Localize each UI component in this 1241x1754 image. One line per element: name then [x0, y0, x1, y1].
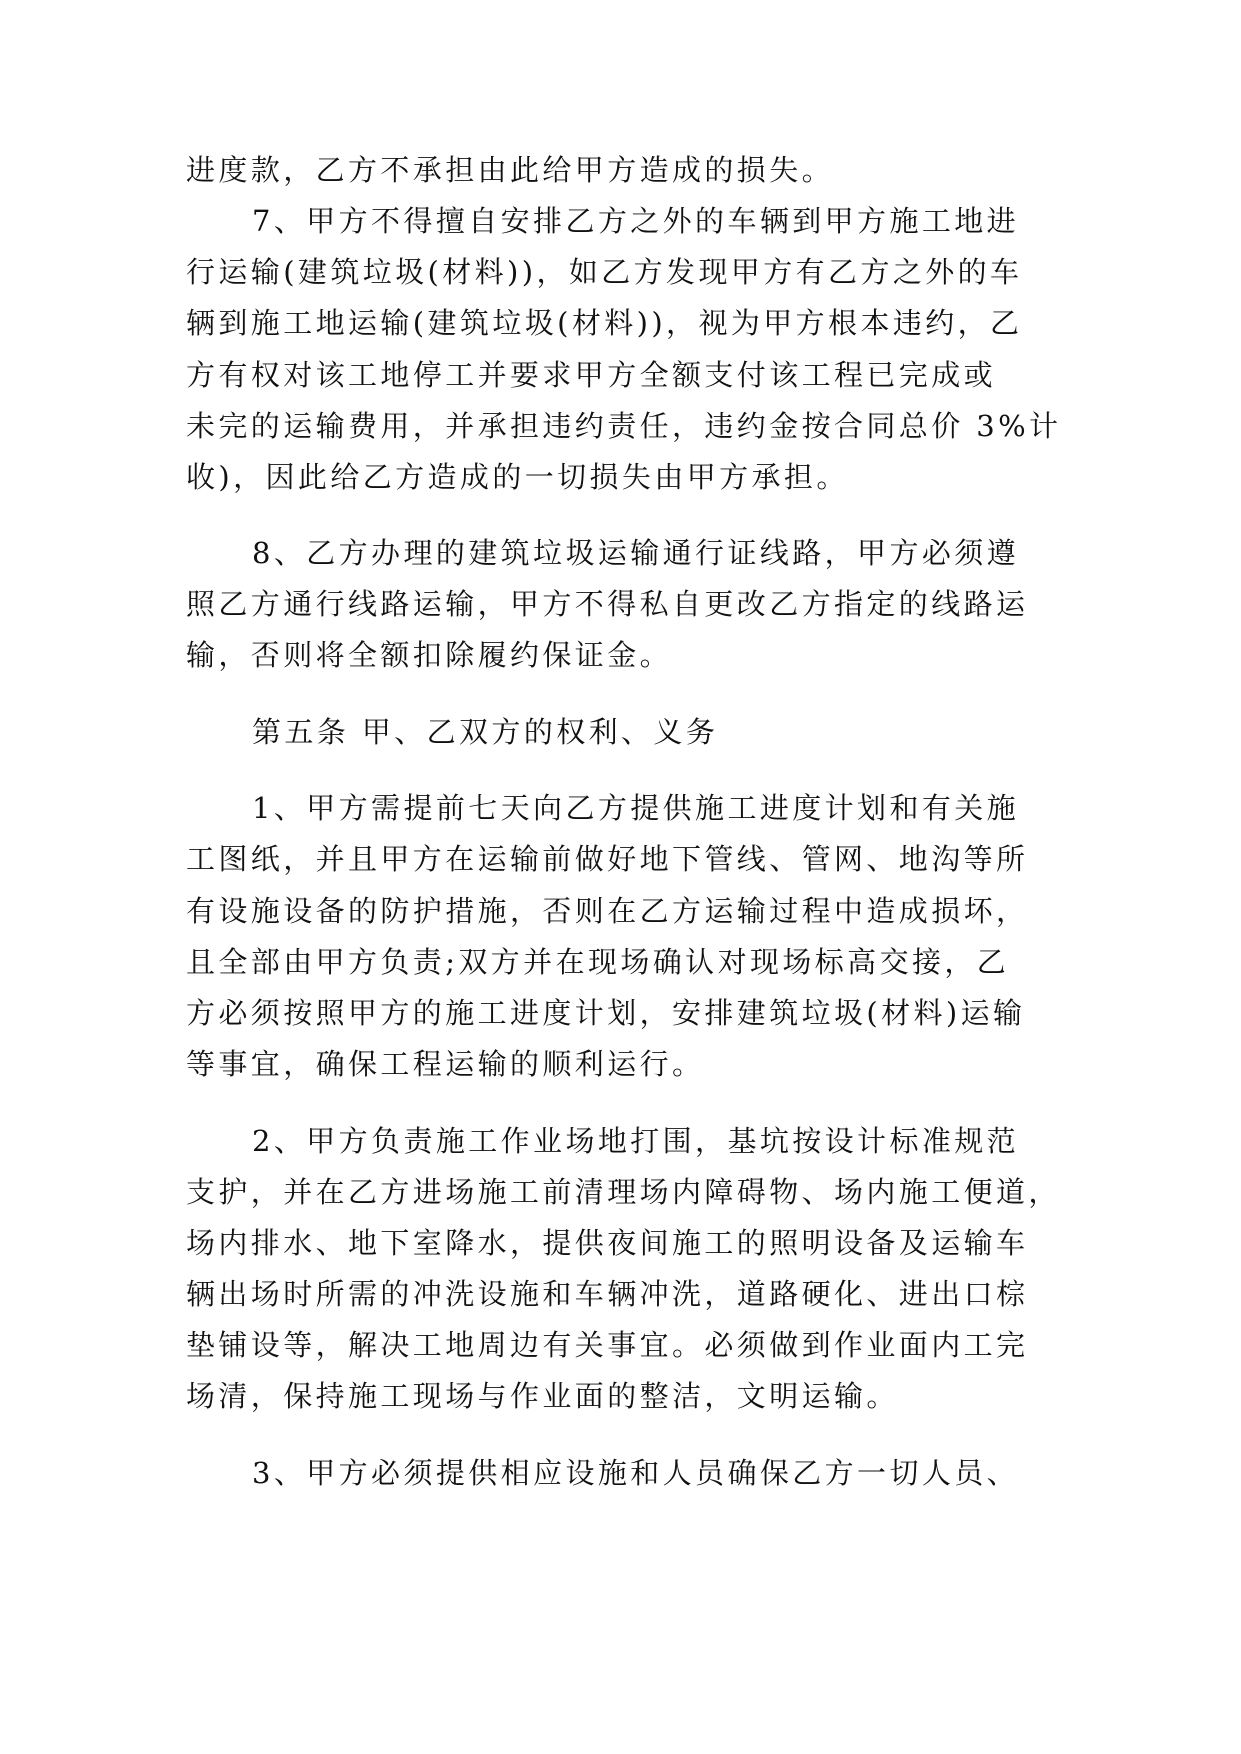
text-line: 输，否则将全额扣除履约保证金。	[186, 638, 673, 672]
text-line: 支护，并在乙方进场施工前清理场内障碍物、场内施工便道，	[186, 1175, 1061, 1209]
text-line: 进度款，乙方不承担由此给甲方造成的损失。	[186, 153, 835, 187]
text-line: 行运输(建筑垃圾(材料))，如乙方发现甲方有乙方之外的车	[186, 255, 1023, 289]
text-line: 场清，保持施工现场与作业面的整洁，文明运输。	[186, 1379, 899, 1413]
text-line: 有设施设备的防护措施，否则在乙方运输过程中造成损坏，	[186, 894, 1029, 928]
text-line: 未完的运输费用，并承担违约责任，违约金按合同总价 3%计	[186, 409, 1062, 443]
text-line: 方必须按照甲方的施工进度计划，安排建筑垃圾(材料)运输	[186, 996, 1026, 1030]
text-line: 方有权对该工地停工并要求甲方全额支付该工程已完成或	[186, 358, 997, 392]
text-line: 场内排水、地下室降水，提供夜间施工的照明设备及运输车	[186, 1226, 1029, 1260]
text-line: 且全部由甲方负责;双方并在现场确认对现场标高交接，乙	[186, 945, 1010, 979]
text-line: 8、乙方办理的建筑垃圾运输通行证线路，甲方必须遵	[252, 536, 1020, 570]
text-line: 照乙方通行线路运输，甲方不得私自更改乙方指定的线路运	[186, 587, 1029, 621]
text-line: 垫铺设等，解决工地周边有关事宜。必须做到作业面内工完	[186, 1328, 1029, 1362]
text-line: 2、甲方负责施工作业场地打围，基坑按设计标准规范	[252, 1124, 1020, 1158]
text-line: 7、甲方不得擅自安排乙方之外的车辆到甲方施工地进	[252, 204, 1020, 238]
text-line: 工图纸，并且甲方在运输前做好地下管线、管网、地沟等所	[186, 842, 1029, 876]
text-line: 等事宜，确保工程运输的顺利运行。	[186, 1047, 705, 1081]
text-line: 3、甲方必须提供相应设施和人员确保乙方一切人员、	[252, 1456, 1020, 1490]
text-line: 辆出场时所需的冲洗设施和车辆冲洗，道路硬化、进出口棕	[186, 1277, 1029, 1311]
text-line: 收)，因此给乙方造成的一切损失由甲方承担。	[186, 460, 849, 494]
text-line: 辆到施工地运输(建筑垃圾(材料))，视为甲方根本违约，乙	[186, 306, 1023, 340]
section-heading: 第五条 甲、乙双方的权利、义务	[252, 715, 719, 749]
text-line: 1、甲方需提前七天向乙方提供施工进度计划和有关施	[252, 791, 1020, 825]
